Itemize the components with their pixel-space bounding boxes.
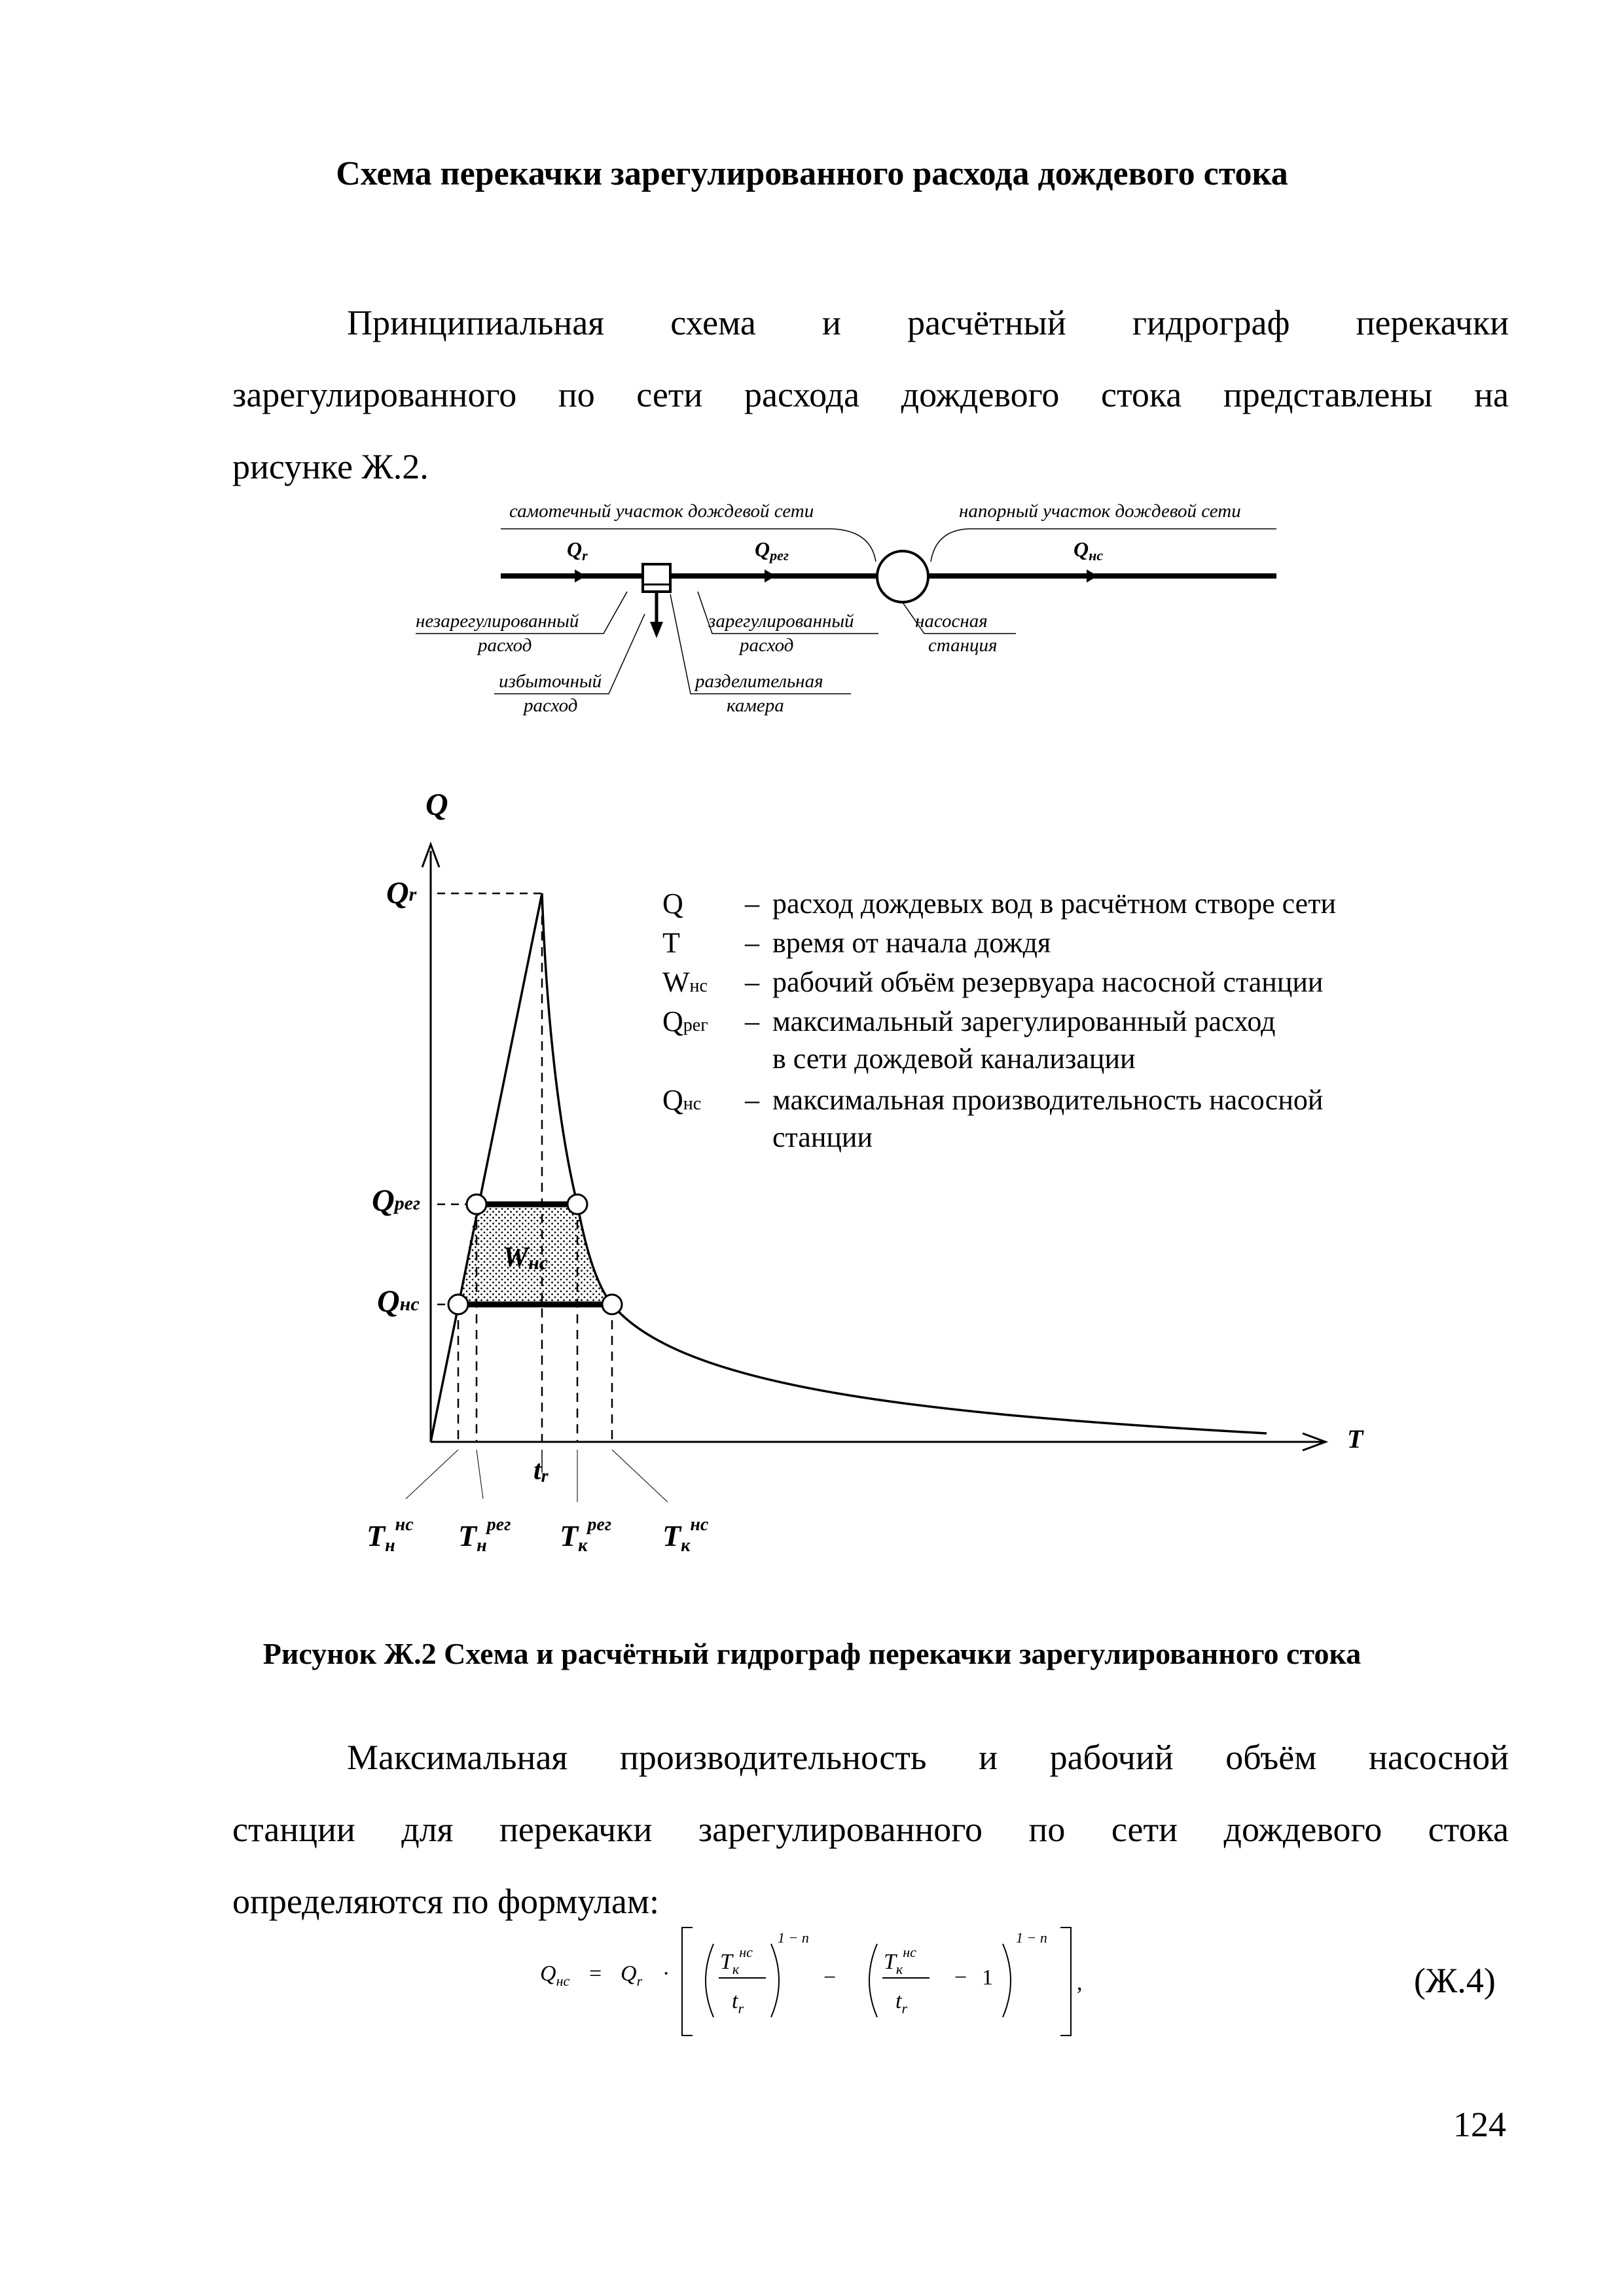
y-axis-label: Q	[425, 787, 448, 822]
intro-line-3: рисунке Ж.2.	[232, 447, 429, 486]
svg-text:–: –	[745, 927, 759, 959]
flow-label-qns: Qнс	[1074, 537, 1104, 564]
excess-flow-label: избыточный	[499, 671, 602, 692]
svg-text:станция: станция	[928, 635, 998, 656]
svg-text:–: –	[745, 1084, 759, 1116]
overflow-arrow	[650, 622, 663, 638]
intro-line-1: Принципиальная схема и расчётный гидрограф перекачки	[347, 303, 1509, 342]
svg-text:1 − n: 1 − n	[1016, 1929, 1047, 1946]
separation-chamber-label: разделительная	[695, 671, 823, 692]
pump-station-label: насосная	[915, 611, 988, 632]
pump-station-circle	[877, 551, 928, 602]
left-bracket	[682, 1928, 693, 2036]
svg-text:1: 1	[982, 1965, 993, 1990]
legend-text-4: максимальная производительность насосной	[772, 1084, 1324, 1116]
tr-label: tr	[533, 1456, 549, 1486]
pipeline-scheme	[416, 501, 1276, 716]
legend	[662, 888, 1336, 1153]
svg-text:−: −	[823, 1965, 837, 1990]
svg-text:−: −	[954, 1965, 967, 1990]
flow-label-qreg: Qрег	[755, 537, 789, 564]
flow-label-qr: Qr	[567, 537, 588, 564]
svg-text:,: ,	[1077, 1971, 1083, 1995]
formula-lhs: $Q_{нс}$	[540, 1962, 570, 1989]
marker-ns-end	[602, 1295, 622, 1314]
intro-line-2: зарегулированного по сети расхода дождевого стока представлены на	[232, 375, 1509, 414]
x-axis-label: T	[1347, 1424, 1363, 1454]
marker-reg-start	[467, 1194, 486, 1214]
svg-text:расход: расход	[478, 635, 532, 656]
svg-text:–: –	[745, 888, 759, 920]
figure-caption: Рисунок Ж.2 Схема и расчётный гидрограф перекачки зарегулированного стока	[262, 1637, 1362, 1670]
legend-text-4-cont: станции	[772, 1121, 873, 1153]
svg-text:расход: расход	[740, 635, 794, 656]
formula-tk-2: $T_к^{нс}$	[884, 1944, 916, 1977]
tn-ns-label: $Tн^{нс}$	[367, 1515, 414, 1556]
qns-label: Qнс	[377, 1284, 420, 1319]
formula-intro-line-3: определяются по формулам:	[232, 1882, 660, 1921]
legend-sym-2: Wнс	[662, 966, 708, 998]
legend-text-2: рабочий объём резервуара насосной станции	[772, 966, 1324, 998]
tk-ns-label: $Tк^{нс}$	[662, 1515, 709, 1556]
svg-text:·: ·	[662, 1962, 670, 1986]
legend-sym-4: Qнс	[662, 1084, 702, 1116]
section-heading: Схема перекачки зарегулированного расхода дождевого стока	[336, 155, 1288, 192]
pressure-section-label: напорный участок дождевой сети	[959, 501, 1241, 522]
gravity-section-label: самотечный участок дождевой сети	[509, 501, 814, 522]
legend-text-3: максимальный зарегулированный расход	[772, 1005, 1276, 1037]
regulated-flow-label: зарегулированный	[708, 611, 854, 632]
equation-number: (Ж.4)	[1414, 1961, 1496, 2000]
tn-reg-label: $Tн^{рег}$	[458, 1515, 511, 1556]
formula-qr: $Q_r$	[621, 1962, 643, 1989]
formula-intro-line-2: станции для перекачки зарегулированного по сети дождевого стока	[232, 1810, 1509, 1849]
marker-ns-start	[448, 1295, 468, 1314]
working-volume-label: Wнс	[503, 1241, 549, 1274]
svg-text:расход: расход	[524, 695, 578, 716]
formula-zh4	[540, 1928, 1083, 2036]
legend-text-1: время от начала дождя	[772, 927, 1051, 959]
formula-intro-line-1: Максимальная производительность и рабочий объём насосной	[347, 1738, 1509, 1777]
legend-sym-3: Qрег	[662, 1005, 708, 1037]
legend-sym-0: Q	[662, 888, 683, 920]
page-number: 124	[1453, 2105, 1506, 2144]
qr-label: Qr	[386, 876, 417, 910]
flow-arrow-1	[575, 569, 586, 583]
formula-tr-1: $t_r$	[732, 1989, 744, 2017]
formula-tk-1: $T_к^{нс}$	[720, 1944, 753, 1977]
flow-arrow-3	[1087, 569, 1098, 583]
tk-reg-label: $Tк^{рег}$	[560, 1515, 612, 1556]
formula-tr-2: $t_r$	[895, 1989, 908, 2017]
svg-text:камера: камера	[727, 695, 784, 716]
formula-intro-paragraph	[232, 1721, 1509, 1937]
svg-text:–: –	[745, 1005, 759, 1037]
flow-arrow-2	[765, 569, 776, 583]
svg-text:=: =	[589, 1962, 602, 1986]
legend-sym-1: T	[662, 927, 680, 959]
svg-text:–: –	[745, 966, 759, 998]
svg-text:1 − n: 1 − n	[778, 1929, 809, 1946]
unregulated-flow-label: незарегулированный	[416, 611, 579, 632]
separation-chamber	[643, 564, 670, 592]
right-bracket	[1060, 1928, 1071, 2036]
legend-text-0: расход дождевых вод в расчётном створе сети	[772, 888, 1336, 920]
marker-reg-end	[568, 1194, 587, 1214]
qreg-label: Qрег	[372, 1183, 421, 1218]
legend-text-3-cont: в сети дождевой канализации	[772, 1043, 1136, 1075]
